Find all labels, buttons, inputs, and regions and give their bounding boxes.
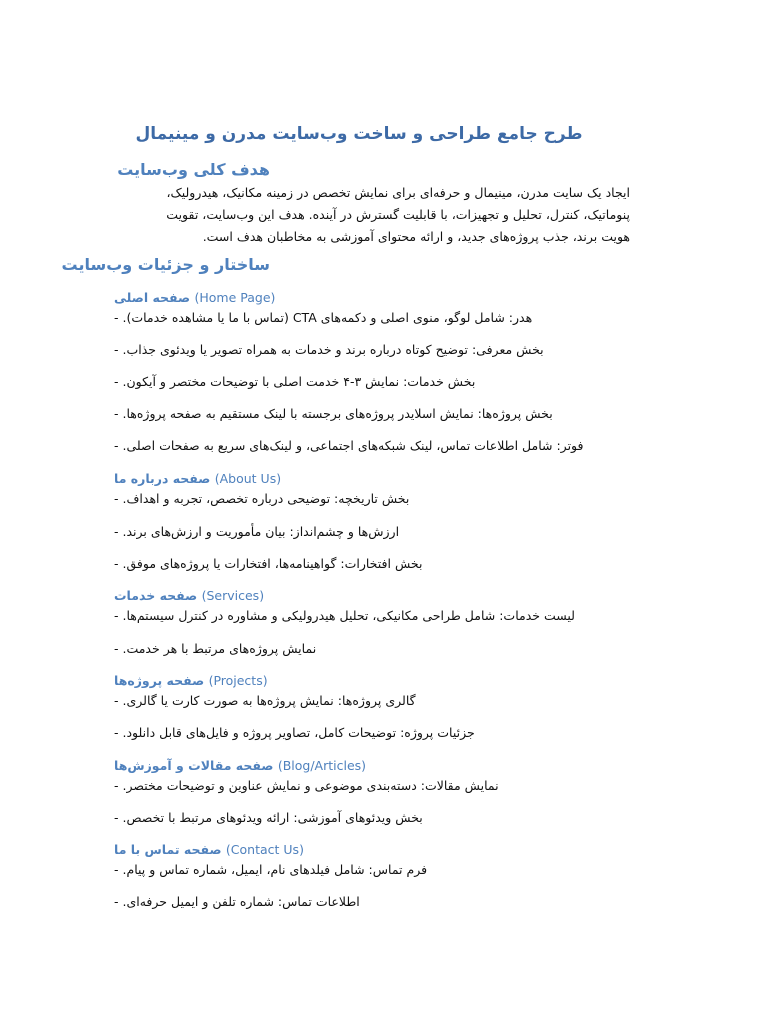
list-item-text: فرم تماس: شامل فیلدهای نام، ایمیل، شماره تماس و پیام.: [122, 862, 428, 877]
bullet-dash: -: [114, 693, 123, 708]
list-item-text: هدر: شامل لوگو، منوی اصلی و دکمه‌های CTA (تماس با ما یا مشاهده خدمات).: [122, 310, 533, 325]
section-title-en: (Projects): [208, 673, 268, 688]
section-title-fa: صفحه اصلی: [114, 290, 191, 305]
section-title-fa: صفحه درباره ما: [114, 471, 211, 486]
list-item: [114, 607, 575, 625]
structure-heading: ساختار و جزئیات وب‌سایت: [61, 255, 270, 274]
bullet-dash: -: [114, 608, 123, 623]
bullet-dash: -: [114, 524, 123, 539]
list-item: [114, 309, 532, 327]
list-item: [114, 523, 399, 541]
list-item-text: بخش معرفی: توضیح کوتاه درباره برند و خدمات به همراه تصویر یا ویدئوی جذاب.: [122, 342, 544, 357]
bullet-dash: -: [114, 556, 123, 571]
bullet-dash: -: [114, 862, 123, 877]
list-item-text: ارزش‌ها و چشم‌انداز: بیان مأموریت و ارزش‌های برند.: [122, 524, 400, 539]
list-item-text: اطلاعات تماس: شماره تلفن و ایمیل حرفه‌ای.: [122, 894, 360, 909]
bullet-dash: -: [114, 778, 123, 793]
bullet-dash: -: [114, 810, 123, 825]
section-heading-blog: [114, 757, 366, 775]
section-title-en: (Services): [201, 588, 265, 603]
overview-line: هویت برند، جذب پروژه‌های جدید، و ارائه محتوای آموزشی به مخاطبان هدف است.: [202, 229, 630, 244]
section-heading-services: [114, 587, 264, 605]
list-item-text: فوتر: شامل اطلاعات تماس، لینک شبکه‌های اجتماعی، و لینک‌های سریع به صفحات اصلی.: [122, 438, 584, 453]
list-item-text: نمایش مقالات: دسته‌بندی موضوعی و نمایش عناوین و توضیحات مختصر.: [122, 778, 499, 793]
list-item: [114, 692, 416, 710]
bullet-dash: -: [114, 491, 123, 506]
section-title-en: (Contact Us): [225, 842, 304, 857]
overview-paragraph: [110, 182, 630, 248]
list-item-text: جزئیات پروژه: توضیحات کامل، تصاویر پروژه و فایل‌های قابل دانلود.: [122, 725, 475, 740]
list-item: [114, 437, 584, 455]
section-heading-contact: [114, 841, 304, 859]
section-heading-projects: [114, 672, 268, 690]
list-item-text: بخش تاریخچه: توضیحی درباره تخصص، تجربه و اهداف.: [122, 491, 410, 506]
bullet-dash: -: [114, 641, 123, 656]
list-item-text: بخش ویدئوهای آموزشی: ارائه ویدئوهای مرتبط با تخصص.: [122, 810, 423, 825]
list-item: [114, 640, 316, 658]
list-item: [114, 809, 423, 827]
document-title: طرح جامع طراحی و ساخت وب‌سایت مدرن و مینیمال: [135, 124, 583, 144]
bullet-dash: -: [114, 342, 123, 357]
list-item: [114, 893, 360, 911]
list-item-text: بخش پروژه‌ها: نمایش اسلایدر پروژه‌های برجسته با لینک مستقیم به صفحه پروژه‌ها.: [122, 406, 553, 421]
section-heading-home: [114, 289, 275, 307]
section-title-en: (Blog/Articles): [277, 758, 367, 773]
list-item: [114, 373, 475, 391]
section-title-en: (Home Page): [194, 290, 276, 305]
bullet-dash: -: [114, 438, 123, 453]
list-item-text: بخش خدمات: نمایش ۳-۴ خدمت اصلی با توضیحات مختصر و آیکون.: [122, 374, 476, 389]
bullet-dash: -: [114, 406, 123, 421]
section-title-fa: صفحه پروژه‌ها: [114, 673, 205, 688]
list-item-text: بخش افتخارات: گواهینامه‌ها، افتخارات یا پروژه‌های موفق.: [122, 556, 423, 571]
overview-line: پنوماتیک، کنترل، تحلیل و تجهیزات، با قابلیت گسترش در آینده. هدف این وب‌سایت، تقویت: [166, 207, 630, 222]
list-item: [114, 341, 544, 359]
section-title-fa: صفحه تماس با ما: [114, 842, 222, 857]
list-item-text: نمایش پروژه‌های مرتبط با هر خدمت.: [122, 641, 317, 656]
bullet-dash: -: [114, 725, 123, 740]
list-item: [114, 777, 499, 795]
overview-line: ایجاد یک سایت مدرن، مینیمال و حرفه‌ای برای نمایش تخصص در زمینه مکانیک، هیدرولیک،: [166, 185, 630, 200]
list-item: [114, 405, 553, 423]
list-item: [114, 555, 422, 573]
list-item-text: گالری پروژه‌ها: نمایش پروژه‌ها به صورت کارت یا گالری.: [122, 693, 416, 708]
section-title-en: (About Us): [214, 471, 282, 486]
section-title-fa: صفحه خدمات: [114, 588, 198, 603]
bullet-dash: -: [114, 894, 123, 909]
section-title-fa: صفحه مقالات و آموزش‌ها: [114, 758, 274, 773]
list-item: [114, 490, 409, 508]
list-item-text: لیست خدمات: شامل طراحی مکانیکی، تحلیل هیدرولیکی و مشاوره در کنترل سیستم‌ها.: [122, 608, 575, 623]
overview-heading: هدف کلی وب‌سایت: [117, 160, 270, 179]
bullet-dash: -: [114, 310, 123, 325]
list-item: [114, 724, 475, 742]
list-item: [114, 861, 427, 879]
section-heading-about: [114, 470, 281, 488]
bullet-dash: -: [114, 374, 123, 389]
